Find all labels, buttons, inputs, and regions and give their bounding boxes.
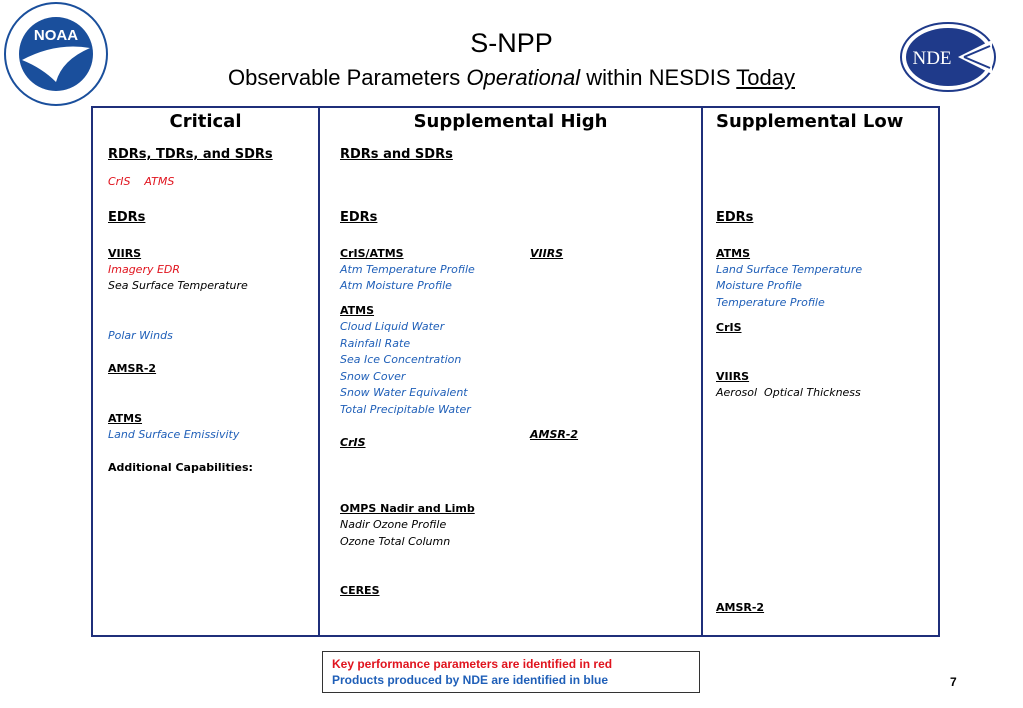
supp-low-atms-item: Land Surface Temperature bbox=[716, 263, 863, 276]
critical-land-surface-emissivity: Land Surface Emissivity bbox=[108, 428, 240, 441]
supp-high-viirs-heading: VIIRS bbox=[530, 247, 564, 260]
supp-high-cris-atms-heading: CrIS/ATMS bbox=[340, 247, 404, 260]
column-divider-1 bbox=[318, 106, 320, 637]
supp-high-atms-item: Snow Water Equivalent bbox=[340, 386, 468, 399]
critical-rdr-heading: RDRs, TDRs, and SDRs bbox=[108, 147, 273, 162]
critical-amsr-heading: AMSR-2 bbox=[108, 362, 157, 375]
critical-rdr-items: CrIS ATMS bbox=[108, 175, 175, 188]
page-number: 7 bbox=[950, 675, 957, 689]
supp-high-omps-heading: OMPS Nadir and Limb bbox=[340, 502, 475, 515]
supp-high-ozone-total-column: Ozone Total Column bbox=[340, 535, 451, 548]
column-divider-2 bbox=[701, 106, 703, 637]
supp-low-atms-item: Moisture Profile bbox=[716, 279, 802, 292]
supp-high-atms-item: Cloud Liquid Water bbox=[340, 320, 445, 333]
supp-high-atms-heading: ATMS bbox=[340, 304, 375, 317]
subtitle-text-1: Observable Parameters bbox=[227, 65, 467, 90]
supp-high-atms-item: Total Precipitable Water bbox=[340, 403, 471, 416]
subtitle-text-3: within NESDIS bbox=[580, 65, 737, 90]
supp-high-rdr-heading: RDRs and SDRs bbox=[340, 147, 453, 162]
supp-high-heading: Supplemental High bbox=[413, 111, 608, 132]
supp-high-atm-temp-profile: Atm Temperature Profile bbox=[340, 263, 475, 276]
parameters-table bbox=[91, 106, 940, 637]
subtitle-operational: Operational bbox=[466, 65, 581, 90]
nde-logo-text: NDE bbox=[912, 48, 952, 69]
page-subtitle bbox=[0, 64, 1023, 92]
page-title: S-NPP bbox=[470, 28, 553, 58]
supp-low-heading: Supplemental Low bbox=[716, 111, 904, 132]
supp-low-cris-heading: CrIS bbox=[716, 321, 742, 334]
supp-low-amsr-heading: AMSR-2 bbox=[716, 601, 765, 614]
supp-high-cris-heading: CrIS bbox=[340, 436, 366, 449]
supp-high-atm-moisture-profile: Atm Moisture Profile bbox=[340, 279, 452, 292]
subtitle-today: Today bbox=[736, 65, 795, 90]
supp-high-ceres-heading: CERES bbox=[340, 584, 380, 597]
critical-edr-heading: EDRs bbox=[108, 210, 146, 225]
legend-blue-line: Products produced by NDE are identified in blue bbox=[332, 673, 609, 687]
supp-high-atms-item: Sea Ice Concentration bbox=[340, 353, 462, 366]
supp-low-viirs-heading: VIIRS bbox=[716, 370, 750, 383]
critical-sst: Sea Surface Temperature bbox=[108, 279, 248, 292]
critical-polar-winds: Polar Winds bbox=[108, 329, 173, 342]
supp-low-atms-heading: ATMS bbox=[716, 247, 751, 260]
critical-imagery-edr: Imagery EDR bbox=[108, 263, 181, 276]
supp-low-atms-item: Temperature Profile bbox=[716, 296, 825, 309]
legend-box bbox=[322, 651, 700, 693]
critical-additional-capabilities: Additional Capabilities: bbox=[108, 461, 253, 474]
supp-low-edr-heading: EDRs bbox=[716, 210, 754, 225]
noaa-logo-text: NOAA bbox=[33, 27, 79, 44]
critical-atms-heading: ATMS bbox=[108, 412, 143, 425]
supp-high-atms-item: Rainfall Rate bbox=[340, 337, 411, 350]
critical-viirs-heading: VIIRS bbox=[108, 247, 142, 260]
supp-high-edr-heading: EDRs bbox=[340, 210, 378, 225]
supp-high-atms-item: Snow Cover bbox=[340, 370, 406, 383]
supp-low-aerosol-optical-thickness: Aerosol Optical Thickness bbox=[716, 386, 861, 399]
supp-high-nadir-ozone-profile: Nadir Ozone Profile bbox=[340, 518, 447, 531]
critical-heading: Critical bbox=[169, 111, 242, 132]
supp-high-amsr-heading: AMSR-2 bbox=[530, 428, 579, 441]
legend-red-line: Key performance parameters are identified in red bbox=[332, 657, 613, 671]
